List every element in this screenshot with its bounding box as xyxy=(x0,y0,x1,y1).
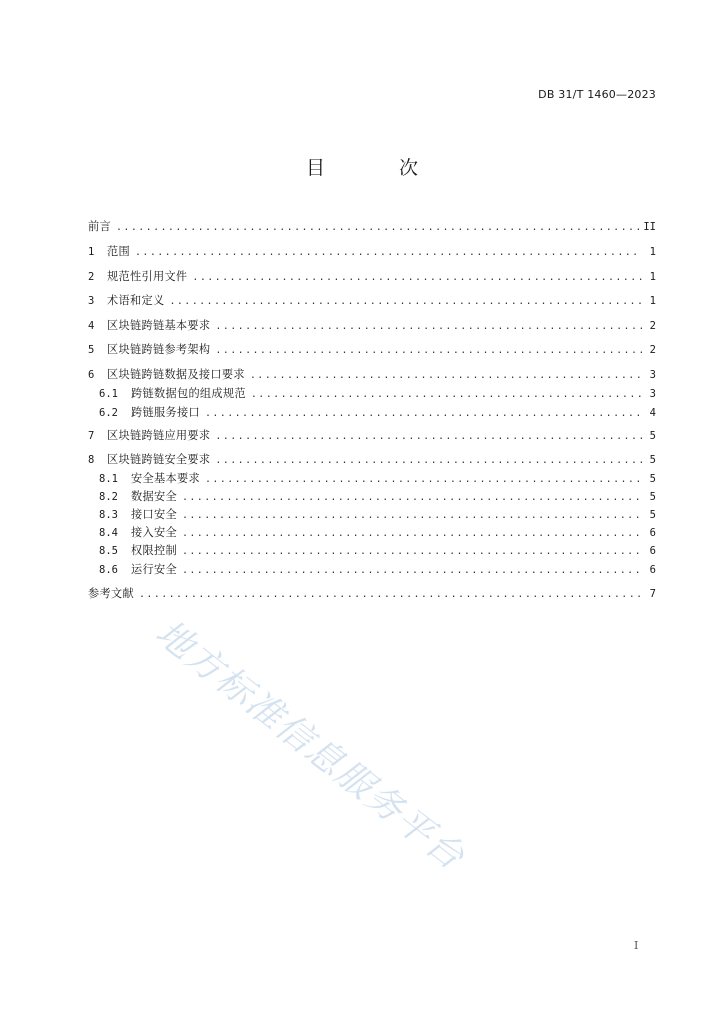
toc-entry-label: 参考文献 xyxy=(88,587,134,600)
toc-entry-page: 1 xyxy=(649,295,656,307)
toc-entry-number: 6.1 xyxy=(99,388,118,400)
toc-entry-page: 7 xyxy=(649,588,656,600)
toc-entry[interactable] xyxy=(88,341,656,359)
toc-entry-page: 5 xyxy=(649,430,656,442)
toc-entry-page: II xyxy=(643,221,656,233)
toc-dot-leader xyxy=(205,471,642,489)
toc-entry[interactable] xyxy=(88,218,656,236)
toc-dot-leader xyxy=(215,318,642,336)
toc-dot-leader xyxy=(215,342,642,360)
toc-dot-leader xyxy=(215,428,642,446)
page-title: 目 次 xyxy=(305,157,453,179)
toc-entry[interactable] xyxy=(88,366,656,384)
toc-dot-leader xyxy=(192,269,642,287)
toc-entry-label: 运行安全 xyxy=(131,563,177,576)
toc-entry[interactable] xyxy=(88,561,656,579)
toc-entry-page: 6 xyxy=(649,545,656,557)
watermark: 地方标准信息服务平台 xyxy=(147,612,473,879)
document-code: DB 31/T 1460—2023 xyxy=(538,88,656,101)
toc-dot-leader xyxy=(139,586,642,604)
toc-entry[interactable] xyxy=(88,292,656,310)
toc-entry[interactable] xyxy=(88,404,656,422)
toc-entry[interactable] xyxy=(88,585,656,603)
toc-entry-label: 区块链跨链数据及接口要求 xyxy=(107,368,245,381)
toc-dot-leader xyxy=(250,367,642,385)
toc-entry-number: 8.1 xyxy=(99,473,118,485)
toc-entry-number: 2 xyxy=(88,271,95,283)
toc-entry-number: 8.6 xyxy=(99,564,118,576)
toc-entry-label: 权限控制 xyxy=(131,544,177,557)
toc-entry-label: 区块链跨链安全要求 xyxy=(107,453,211,466)
toc-entry-page: 5 xyxy=(649,454,656,466)
toc-dot-leader xyxy=(182,507,642,525)
toc-entry-label: 跨链数据包的组成规范 xyxy=(131,387,246,400)
toc-entry-label: 区块链跨链参考架构 xyxy=(107,343,211,356)
toc-entry[interactable] xyxy=(88,427,656,445)
toc-entry-number: 3 xyxy=(88,295,95,307)
toc-entry-number: 8.2 xyxy=(99,491,118,503)
page-number: I xyxy=(634,939,639,952)
toc-entry[interactable] xyxy=(88,243,656,261)
toc-dot-leader xyxy=(116,219,639,237)
toc-entry-page: 1 xyxy=(649,271,656,283)
toc-dot-leader xyxy=(182,543,642,561)
toc-dot-leader xyxy=(135,244,642,262)
toc-entry-label: 安全基本要求 xyxy=(131,472,200,485)
toc-dot-leader xyxy=(182,562,642,580)
toc-dot-leader xyxy=(169,293,642,311)
toc-entry[interactable] xyxy=(88,488,656,506)
toc-entry-number: 8 xyxy=(88,454,95,466)
toc-entry-label: 区块链跨链基本要求 xyxy=(107,319,211,332)
toc-entry-number: 6.2 xyxy=(99,407,118,419)
toc-dot-leader xyxy=(205,405,642,423)
toc-entry-page: 2 xyxy=(649,320,656,332)
toc-entry-page: 2 xyxy=(649,344,656,356)
toc-entry-page: 5 xyxy=(649,473,656,485)
toc-entry-label: 区块链跨链应用要求 xyxy=(107,429,211,442)
toc-entry-number: 1 xyxy=(88,246,95,258)
toc-entry-label: 接口安全 xyxy=(131,508,177,521)
toc-entry-page: 4 xyxy=(649,407,656,419)
toc-entry-number: 8.4 xyxy=(99,527,118,539)
toc-entry[interactable] xyxy=(88,542,656,560)
toc-entry-page: 6 xyxy=(649,527,656,539)
toc-dot-leader xyxy=(182,489,642,507)
toc-entry-number: 5 xyxy=(88,344,95,356)
toc-entry[interactable] xyxy=(88,451,656,469)
toc-entry-page: 3 xyxy=(649,369,656,381)
toc-entry[interactable] xyxy=(88,470,656,488)
toc-dot-leader xyxy=(251,386,642,404)
toc-entry-label: 规范性引用文件 xyxy=(107,270,188,283)
toc-entry-label: 范围 xyxy=(107,245,130,258)
toc-entry-number: 6 xyxy=(88,369,95,381)
toc-entry-page: 1 xyxy=(649,246,656,258)
toc-entry-number: 4 xyxy=(88,320,95,332)
toc-entry[interactable] xyxy=(88,317,656,335)
toc-entry-label: 前言 xyxy=(88,220,111,233)
toc-entry-number: 8.5 xyxy=(99,545,118,557)
toc-entry-number: 7 xyxy=(88,430,95,442)
toc-entry-label: 接入安全 xyxy=(131,526,177,539)
toc-entry[interactable] xyxy=(88,506,656,524)
toc-entry[interactable] xyxy=(88,268,656,286)
toc-entry[interactable] xyxy=(88,385,656,403)
toc-entry-label: 数据安全 xyxy=(131,490,177,503)
toc-entry-page: 3 xyxy=(649,388,656,400)
toc-entry[interactable] xyxy=(88,524,656,542)
toc-dot-leader xyxy=(215,452,642,470)
toc-entry-number: 8.3 xyxy=(99,509,118,521)
toc-entry-page: 6 xyxy=(649,564,656,576)
toc-dot-leader xyxy=(182,525,642,543)
toc-entry-label: 术语和定义 xyxy=(107,294,165,307)
toc-entry-page: 5 xyxy=(649,509,656,521)
toc-entry-label: 跨链服务接口 xyxy=(131,406,200,419)
toc-entry-page: 5 xyxy=(649,491,656,503)
